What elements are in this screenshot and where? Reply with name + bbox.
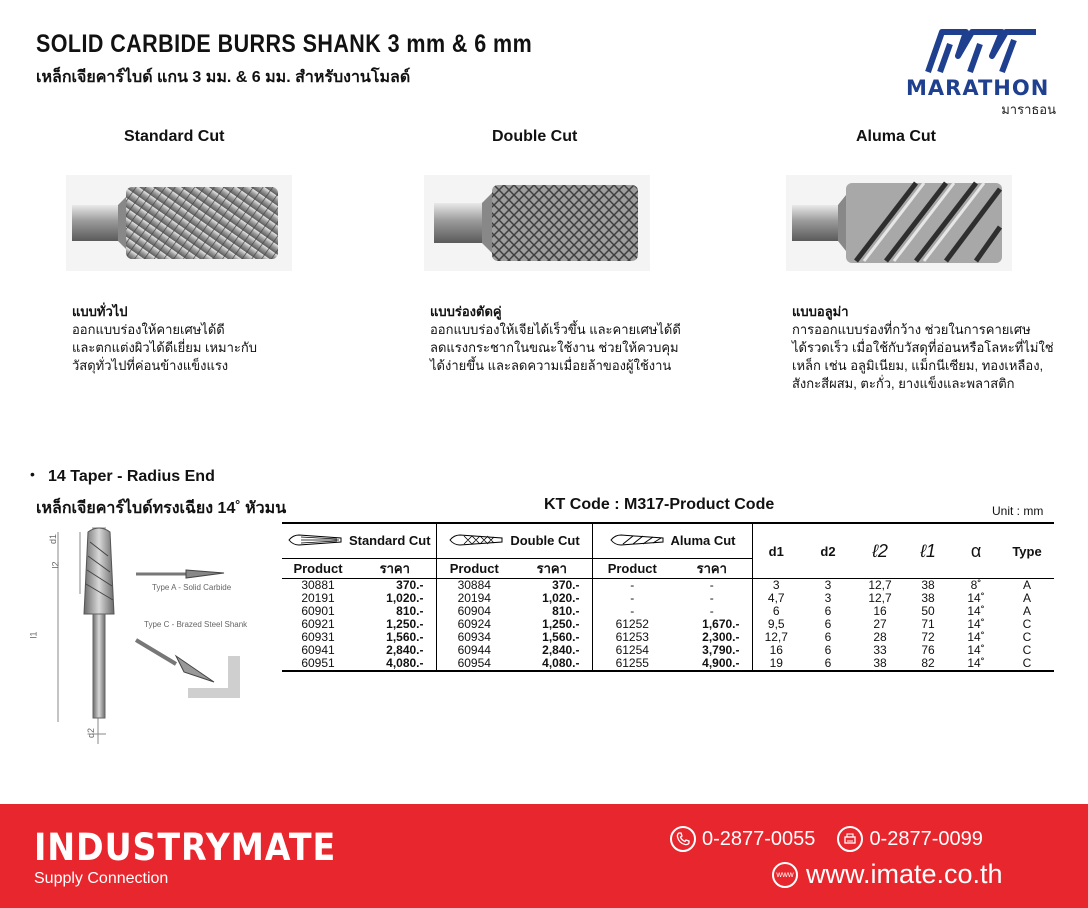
table-cell: - [709,591,714,605]
table-cell: 38 [856,657,904,671]
standard-cut-image [66,175,292,271]
table-cell: 1,250.- [386,617,424,631]
col-header-price: ราคา [672,559,752,579]
table-cell: 4,080.- [354,657,436,671]
dim-d2: d2 [86,727,97,739]
table-cell: 60951 [282,657,354,671]
contact-phones [670,826,983,852]
table-cell: 1,250.- [542,617,580,631]
kt-code: KT Code : M317-Product Code [544,496,775,513]
aluma-cut-heading: Aluma Cut [856,128,936,145]
col-header-d2: d2 [800,523,856,579]
table-cell: 14˚ [967,643,985,657]
table-cell: 4,7 [752,592,800,605]
group-header-label: Aluma Cut [670,532,736,548]
table-cell: 6 [824,617,832,631]
table-cell: 12,7 [868,591,892,605]
table-cell: 1,560.- [542,630,580,644]
desc-line: การออกแบบร่องที่กว้าง ช่วยในการคายเศษ [792,322,1031,337]
col-header-price: ราคา [354,559,436,579]
taper-burr-diagram [36,522,250,748]
table-cell: 61254 [592,644,672,657]
bullet: • [30,466,35,482]
table-cell: 72 [921,630,935,644]
table-cell: - [592,605,672,618]
page-title: SOLID CARBIDE BURRS SHANK 3 mm & 6 mm [36,30,533,58]
website [772,859,1003,890]
table-cell: 71 [921,617,935,631]
table-cell: 16 [873,604,887,618]
section-subtitle: เหล็กเจียคาร์ไบด์ทรงเฉียง 14˚ หัวมน [36,500,287,517]
unit-label: Unit : mm [992,504,1044,518]
table-cell: 3 [824,591,832,605]
desc-line: ออกแบบร่องให้เจียได้เร็วขึ้น และคายเศษได้ดี [430,322,681,337]
table-cell: - [709,578,714,592]
desc-line: ได้ง่ายขึ้น และลดความเมื่อยล้าของผู้ใช้งาน [430,358,672,373]
table-cell: 810.- [552,604,580,618]
double-cut-image [424,175,650,271]
table-cell: 60924 [436,618,512,631]
standard-cut-group-header [282,523,436,559]
desc-line: และตกแต่งผิวได้ดีเยี่ยม เหมาะกับ [72,340,257,355]
table-cell: - [592,579,672,593]
group-header-label: Standard Cut [348,532,431,548]
table-cell: 370.- [552,578,580,592]
table-cell: 38 [921,591,935,605]
table-cell: 50 [921,604,935,618]
table-cell: 38 [921,578,935,592]
table-row [282,657,1054,671]
table-cell: 82 [904,657,952,671]
taper-burr-icon [609,532,665,548]
aluma-cut-description [792,303,1054,393]
desc-heading: แบบอลูม่า [792,304,849,319]
table-cell: 60934 [436,631,512,644]
table-cell: 20191 [301,591,335,605]
www-icon: www [772,862,798,888]
desc-heading: แบบร่องตัดคู่ [430,304,502,319]
desc-line: ลดแรงกระชากในขณะใช้งาน ช่วยให้ควบคุม [430,340,679,355]
desc-line: ได้รวดเร็ว เมื่อใช้กับวัสดุที่อ่อนหรือโลหะที่ไม่ใช่ [792,340,1054,355]
table-cell: 60904 [436,605,512,618]
table-cell: 61252 [592,618,672,631]
table-cell: C [1022,630,1032,644]
table-cell: C [1022,643,1032,657]
table-cell: 16 [752,644,800,657]
table-cell: 14˚ [967,630,985,644]
footer-bar [0,804,1088,908]
aluma-cut-image [786,175,1012,271]
table-cell: 8˚ [970,578,982,592]
table-cell: 30884 [436,579,512,593]
table-cell: 6 [800,657,856,671]
col-header-l2: ℓ2 [856,523,904,579]
marathon-logo-icon [906,26,1056,76]
col-header-price: ราคา [512,559,592,579]
desc-line: ออกแบบร่องให้คายเศษได้ดี [72,322,225,337]
col-header-l1: ℓ1 [904,523,952,579]
table-cell: 6 [824,604,832,618]
table-cell: 14˚ [967,604,985,618]
aluma-cut-group-header [592,523,752,559]
table-cell: 810.- [396,604,424,618]
table-cell: 9,5 [752,618,800,631]
table-cell: 3,790.- [702,643,740,657]
table-cell: 3 [824,578,832,592]
table-cell: 14˚ [952,657,1000,671]
taper-burr-icon [287,532,343,548]
logo-word: MARATHON [906,76,1050,100]
table-cell: 4,080.- [512,657,592,671]
industrymate-brand: INDUSTRYMATE [34,826,337,869]
table-cell: - [592,592,672,605]
table-cell: 60901 [301,604,335,618]
desc-line: วัสดุทั่วไปที่ค่อนข้างแข็งแรง [72,358,229,373]
standard-cut-description [72,303,257,375]
fax-number[interactable]: 0-2877-0099 [869,827,983,850]
table-cell: 3 [752,579,800,593]
table-cell: C [1000,657,1054,671]
group-header-label: Double Cut [510,532,580,548]
table-cell: 1,020.- [542,591,580,605]
phone-icon [670,826,696,852]
spec-table [282,522,1054,672]
table-cell: 76 [921,643,935,657]
col-header-type: Type [1000,523,1054,579]
table-cell: 33 [873,643,887,657]
table-cell: 60954 [436,657,512,671]
table-cell: 6 [752,605,800,618]
table-cell: 19 [752,657,800,671]
dim-l1: l1 [28,631,39,639]
desc-line: เหล็ก เช่น อลูมิเนียม, แม็กนีเซียม, ทองเหลือง, [792,358,1044,373]
table-cell: 2,840.- [386,643,424,657]
table-cell: 30881 [301,578,335,592]
desc-heading: แบบทั่วไป [72,304,128,319]
col-header-product: Product [282,559,354,579]
table-cell: 2,840.- [542,643,580,657]
table-cell: 1,560.- [386,630,424,644]
section-title: 14 Taper - Radius End [48,468,215,485]
table-cell: 2,300.- [702,630,740,644]
logo-thai: มาราธอน [1001,102,1056,117]
type-a-label: Type A - Solid Carbide [152,583,232,592]
col-header-product: Product [436,559,512,579]
phone-number[interactable]: 0-2877-0055 [702,827,816,850]
table-cell: 61255 [592,657,672,671]
table-cell: A [1023,578,1032,592]
double-cut-group-header [436,523,592,559]
table-cell: 6 [824,630,832,644]
table-cell: A [1023,604,1032,618]
table-cell: 60941 [301,643,335,657]
table-cell: - [709,604,714,618]
col-header-d1: d1 [752,523,800,579]
table-cell: 6 [824,643,832,657]
table-cell: 14˚ [967,617,985,631]
dim-l2: l2 [50,561,61,569]
table-cell: 12,7 [868,578,892,592]
standard-cut-heading: Standard Cut [124,128,225,145]
table-cell: 370.- [396,578,424,592]
table-cell: 60921 [301,617,335,631]
table-cell: 1,670.- [702,617,740,631]
page-subtitle: เหล็กเจียคาร์ไบด์ แกน 3 มม. & 6 มม. สำหรับงานโมลด์ [36,69,411,86]
tagline: Supply Connection [34,870,169,887]
table-cell: 20194 [436,592,512,605]
table-cell: 28 [873,630,887,644]
table-cell: 4,900.- [672,657,752,671]
taper-burr-icon [448,532,504,548]
double-cut-heading: Double Cut [492,128,578,145]
table-cell: 60944 [436,644,512,657]
table-cell: 14˚ [967,591,985,605]
desc-line: สังกะสีผสม, ตะกั่ว, ยางแข็งและพลาสติก [792,376,1015,391]
table-row [282,579,1054,593]
table-cell: 12,7 [752,631,800,644]
col-header-alpha: α [952,523,1000,579]
table-cell: C [1022,617,1032,631]
website-link[interactable]: www.imate.co.th [806,859,1003,889]
marathon-logo [906,26,1056,117]
double-cut-description [430,303,681,375]
table-cell: 1,020.- [386,591,424,605]
dim-d1: d1 [48,533,59,545]
table-cell: 27 [873,617,887,631]
col-header-product: Product [592,559,672,579]
table-cell: 60931 [301,630,335,644]
type-c-label: Type C - Brazed Steel Shank [144,620,248,629]
fax-icon [837,826,863,852]
table-cell: 61253 [592,631,672,644]
table-cell: A [1023,591,1032,605]
